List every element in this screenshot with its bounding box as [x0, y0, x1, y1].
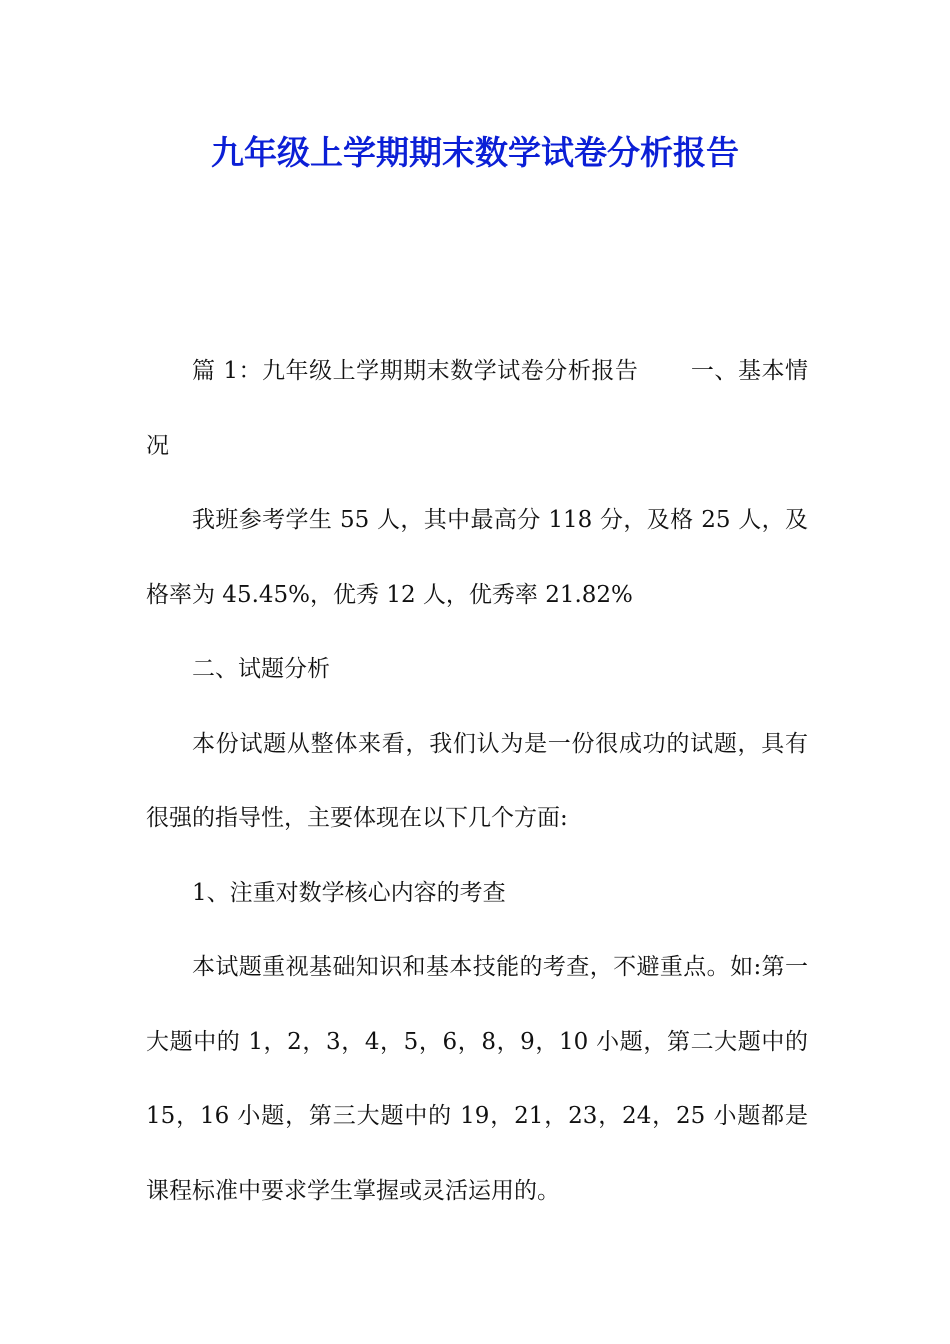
- paragraph-intro: [146, 334, 808, 483]
- paragraph-intro-tail: 一、基本情况: [146, 358, 809, 459]
- paragraph-detail: 本试题重视基础知识和基本技能的考查，不避重点。如:第一大题中的 1，2，3，4，5，6，8，9，10 小题，第二大题中的 15，16 小题，第三大题中的 19，21，23，24，25 小题都是课程标准中要求学生掌握或灵活运用的。: [146, 954, 808, 1204]
- paragraph-intro-lead: 篇 1：九年级上学期期末数学试卷分析报告: [192, 358, 639, 384]
- paragraph-overview: 本份试题从整体来看，我们认为是一份很成功的试题，具有很强的指导性，主要体现在以下几个方面:: [146, 730, 808, 831]
- paragraph-section-heading: 二、试题分析: [192, 656, 330, 682]
- paragraph-basic-stats: 我班参考学生 55 人，其中最高分 118 分，及格 25 人，及格率为 45.45%，优秀 12 人，优秀率 21.82%: [146, 507, 808, 608]
- paragraph-subheading: 1、注重对数学核心内容的考查: [192, 879, 506, 906]
- document-body: [146, 334, 808, 1228]
- document-title: 九年级上学期期末数学试卷分析报告: [211, 133, 739, 172]
